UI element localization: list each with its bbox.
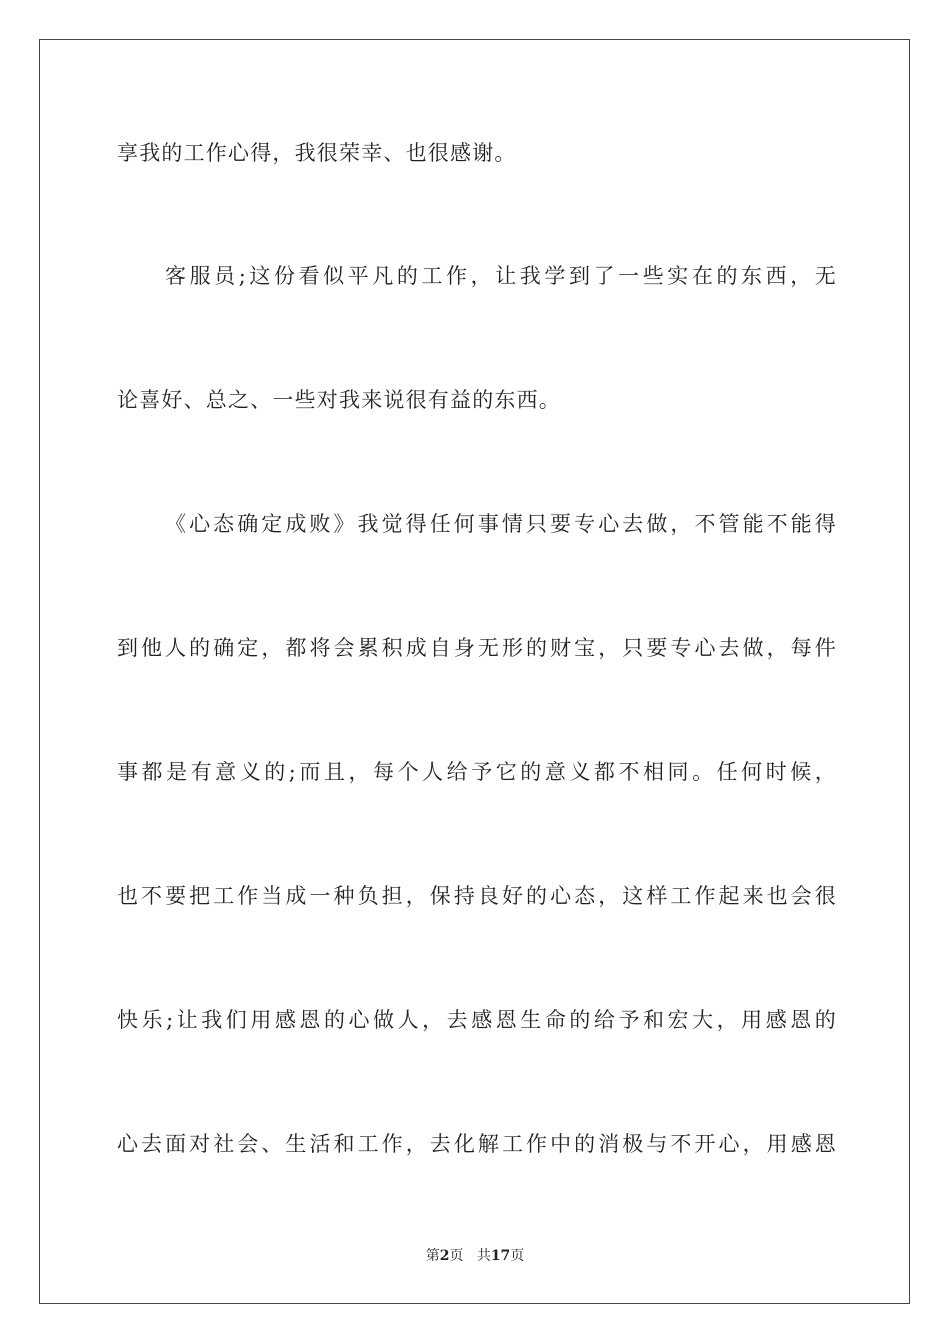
paragraph-line: 快乐;让我们用感恩的心做人，去感恩生命的给予和宏大，用感恩的 <box>117 1008 837 1032</box>
paragraph-line: 论喜好、总之、一些对我来说很有益的东西。 <box>117 388 561 412</box>
page-label-prefix: 第 <box>425 1248 440 1264</box>
page-footer <box>0 1247 950 1265</box>
paragraph-line: 也不要把工作当成一种负担，保持良好的心态，这样工作起来也会很 <box>117 884 837 908</box>
total-label-suffix: 页 <box>510 1248 525 1264</box>
paragraph-line: 事都是有意义的;而且，每个人给予它的意义都不相同。任何时候， <box>117 760 837 784</box>
paragraph-line: 到他人的确定，都将会累积成自身无形的财宝，只要专心去做，每件 <box>117 636 837 660</box>
total-pages: 17 <box>490 1248 511 1264</box>
paragraph-line: 《心态确定成败》我觉得任何事情只要专心去做，不管能不能得 <box>165 512 837 536</box>
page-label-suffix: 页 <box>449 1248 464 1264</box>
page-frame <box>39 39 910 1304</box>
paragraph-line: 享我的工作心得，我很荣幸、也很感谢。 <box>117 141 517 165</box>
total-label-prefix: 共 <box>476 1248 491 1264</box>
page-number: 2 <box>439 1248 450 1264</box>
paragraph-line: 心去面对社会、生活和工作，去化解工作中的消极与不开心，用感恩 <box>117 1132 837 1156</box>
paragraph-line: 客服员;这份看似平凡的工作，让我学到了一些实在的东西，无 <box>165 264 837 288</box>
